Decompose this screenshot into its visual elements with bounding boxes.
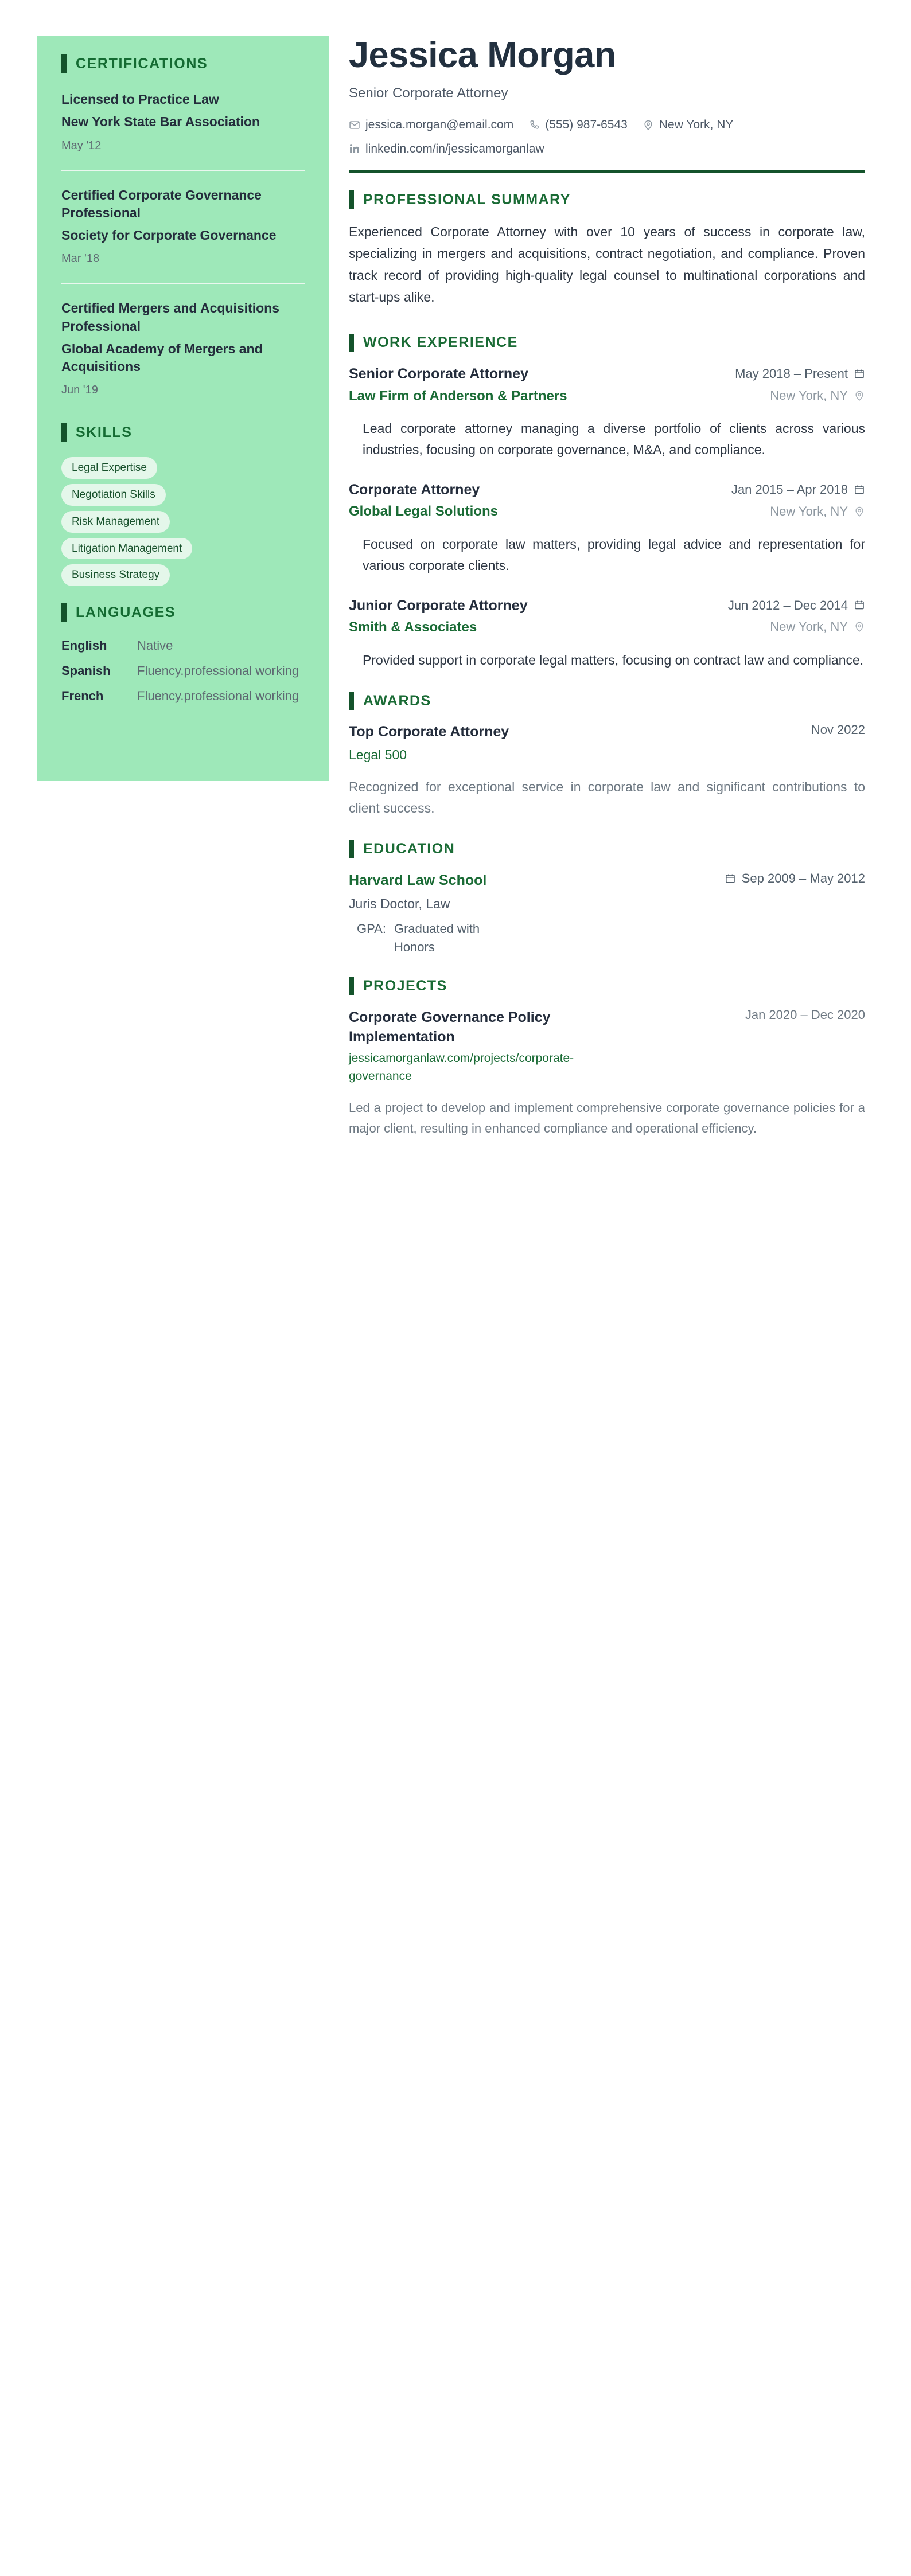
candidate-name: Jessica Morgan (349, 35, 616, 75)
skill-pill: Litigation Management (61, 538, 192, 560)
contact-phone[interactable] (528, 117, 628, 132)
location-pin-icon (854, 621, 865, 633)
contact-row-primary (349, 117, 865, 132)
degree-name: Juris Doctor, Law (349, 896, 450, 912)
certification-date: Jun '19 (61, 384, 98, 397)
certification-item (61, 297, 305, 403)
envelope-icon (349, 119, 360, 131)
project-item (349, 1008, 865, 1138)
work-experience-heading-label: WORK EXPERIENCE (363, 334, 518, 351)
education-date (725, 871, 865, 886)
education-heading (349, 840, 865, 858)
sidebar-section-languages (61, 603, 305, 704)
sidebar-section-certifications (61, 54, 305, 403)
awards-heading (349, 692, 865, 710)
heading-accent-bar (61, 54, 67, 73)
heading-accent-bar (349, 840, 354, 858)
gpa-row (357, 920, 711, 957)
job-location (728, 618, 865, 636)
candidate-job-title: Senior Corporate Attorney (349, 85, 508, 102)
section-education (349, 840, 865, 957)
section-work-experience (349, 334, 865, 671)
job-date (735, 365, 865, 383)
certification-title: Certified Mergers and Acquisitions Professional (61, 300, 279, 334)
skill-row (61, 484, 305, 511)
language-name: Spanish (61, 663, 111, 678)
skill-row (61, 538, 305, 565)
languages-heading (61, 603, 305, 622)
skill-pill: Risk Management (61, 511, 170, 533)
language-name: English (61, 638, 107, 653)
location-pin-icon (643, 119, 654, 131)
language-level: Fluency.professional working (137, 688, 299, 703)
sidebar-section-skills (61, 423, 305, 591)
certification-item (61, 184, 305, 272)
calendar-icon (854, 599, 865, 611)
certification-issuer: New York State Bar Association (61, 114, 260, 130)
job-date-text: Jun 2012 – Dec 2014 (727, 598, 848, 612)
heading-accent-bar (61, 423, 67, 442)
contact-linkedin[interactable] (349, 141, 544, 157)
certification-title: Licensed to Practice Law (61, 92, 219, 107)
contact-email[interactable] (349, 117, 513, 132)
job-date-text: May 2018 – Present (735, 366, 848, 381)
sidebar (37, 36, 329, 781)
languages-heading-label: LANGUAGES (76, 604, 176, 620)
skill-pill: Negotiation Skills (61, 484, 166, 506)
certifications-heading-label: CERTIFICATIONS (76, 55, 208, 72)
gpa-value: Graduated with Honors (394, 921, 480, 954)
language-row (61, 662, 305, 680)
certification-issuer: Society for Corporate Governance (61, 228, 277, 243)
language-row (61, 688, 305, 705)
awards-heading-label: AWARDS (363, 692, 431, 709)
contact-linkedin-text: linkedin.com/in/jessicamorganlaw (365, 142, 544, 155)
professional-summary-heading (349, 190, 865, 209)
project-date: Jan 2020 – Dec 2020 (745, 1008, 865, 1022)
heading-accent-bar (349, 977, 354, 995)
calendar-icon (854, 368, 865, 380)
language-name: French (61, 688, 104, 703)
company-name: Law Firm of Anderson & Partners (349, 388, 567, 404)
professional-summary-heading-label: PROFESSIONAL SUMMARY (363, 191, 571, 208)
skills-list (61, 457, 305, 591)
work-experience-item (349, 365, 865, 461)
heading-accent-bar (349, 692, 354, 710)
job-title: Senior Corporate Attorney (349, 365, 529, 382)
certification-date: Mar '18 (61, 252, 100, 266)
company-name: Smith & Associates (349, 619, 477, 635)
professional-summary-text: Experienced Corporate Attorney with over 10 years of success in corporate law, specializing in mergers and acquisitions, contract negotiation, and compliance. Proven track record of providing high-quality legal counsel to multinational corporations and start-ups alike. (349, 224, 865, 305)
phone-icon (528, 119, 540, 131)
award-description: Recognized for exceptional service in corporate law and significant contributions to client success. (349, 779, 865, 816)
contact-location-text: New York, NY (659, 118, 734, 132)
language-row (61, 637, 305, 654)
education-item (349, 871, 865, 957)
contact-email-text: jessica.morgan@email.com (365, 118, 514, 132)
section-awards (349, 692, 865, 819)
school-name: Harvard Law School (349, 872, 487, 888)
job-location (731, 502, 865, 521)
location-pin-icon (854, 506, 865, 517)
divider (61, 283, 305, 284)
languages-list (61, 637, 305, 704)
job-date (728, 596, 865, 615)
certification-issuer: Global Academy of Mergers and Acquisitions (61, 341, 263, 374)
company-name: Global Legal Solutions (349, 504, 499, 520)
project-url[interactable]: jessicamorganlaw.com/projects/corporate-governance (349, 1052, 574, 1083)
heading-accent-bar (61, 603, 67, 622)
work-experience-item (349, 481, 865, 577)
job-location-text: New York, NY (770, 504, 848, 518)
heading-accent-bar (349, 190, 354, 209)
work-experience-heading (349, 334, 865, 352)
award-item (349, 723, 865, 819)
section-professional-summary (349, 190, 865, 309)
award-issuer: Legal 500 (349, 747, 407, 762)
education-heading-label: EDUCATION (363, 841, 456, 857)
language-level: Fluency.professional working (137, 663, 299, 678)
contact-location (643, 117, 734, 132)
skills-heading (61, 423, 305, 442)
projects-heading (349, 977, 865, 995)
heading-accent-bar (349, 334, 354, 352)
divider (61, 170, 305, 171)
job-date-text: Jan 2015 – Apr 2018 (731, 482, 848, 497)
certifications-heading (61, 54, 305, 73)
language-level: Native (137, 638, 173, 653)
skill-row (61, 511, 305, 538)
job-date (731, 481, 865, 499)
resume-header (349, 36, 865, 173)
calendar-icon (854, 484, 865, 495)
contact-row-secondary (349, 141, 865, 157)
calendar-icon (725, 873, 736, 884)
skills-heading-label: SKILLS (76, 424, 133, 440)
certification-item (61, 88, 305, 159)
skill-row (61, 564, 305, 591)
certification-date: May '12 (61, 139, 102, 152)
project-title: Corporate Governance Policy Implementation (349, 1009, 551, 1045)
award-title: Top Corporate Attorney (349, 724, 509, 740)
award-date: Nov 2022 (811, 723, 865, 737)
job-location-text: New York, NY (770, 388, 848, 403)
job-title: Junior Corporate Attorney (349, 597, 528, 614)
education-date-text: Sep 2009 – May 2012 (741, 871, 865, 885)
certification-title: Certified Corporate Governance Professional (61, 187, 262, 220)
main-content (349, 36, 865, 1160)
job-description: Provided support in corporate legal matters, focusing on contract law and compliance. (363, 652, 864, 668)
location-pin-icon (854, 390, 865, 401)
skill-pill: Business Strategy (61, 564, 170, 586)
linkedin-icon (349, 143, 360, 154)
job-description: Focused on corporate law matters, providing legal advice and representation for various corporate clients. (363, 537, 865, 573)
job-title: Corporate Attorney (349, 481, 480, 498)
projects-heading-label: PROJECTS (363, 977, 447, 994)
section-projects (349, 977, 865, 1138)
project-description: Led a project to develop and implement comprehensive corporate governance policies for a major client, resulting in enhanced compliance and operational efficiency. (349, 1100, 865, 1135)
work-experience-item (349, 596, 865, 672)
job-description: Lead corporate attorney managing a diverse portfolio of clients across various industries, focusing on corporate governance, M&A, and compliance. (363, 421, 865, 458)
job-location-text: New York, NY (770, 619, 848, 634)
header-divider (349, 170, 865, 173)
contact-phone-text: (555) 987-6543 (545, 118, 628, 132)
gpa-label: GPA: (357, 921, 386, 936)
skill-pill: Legal Expertise (61, 457, 157, 479)
job-location (735, 387, 865, 405)
skill-row (61, 457, 305, 484)
